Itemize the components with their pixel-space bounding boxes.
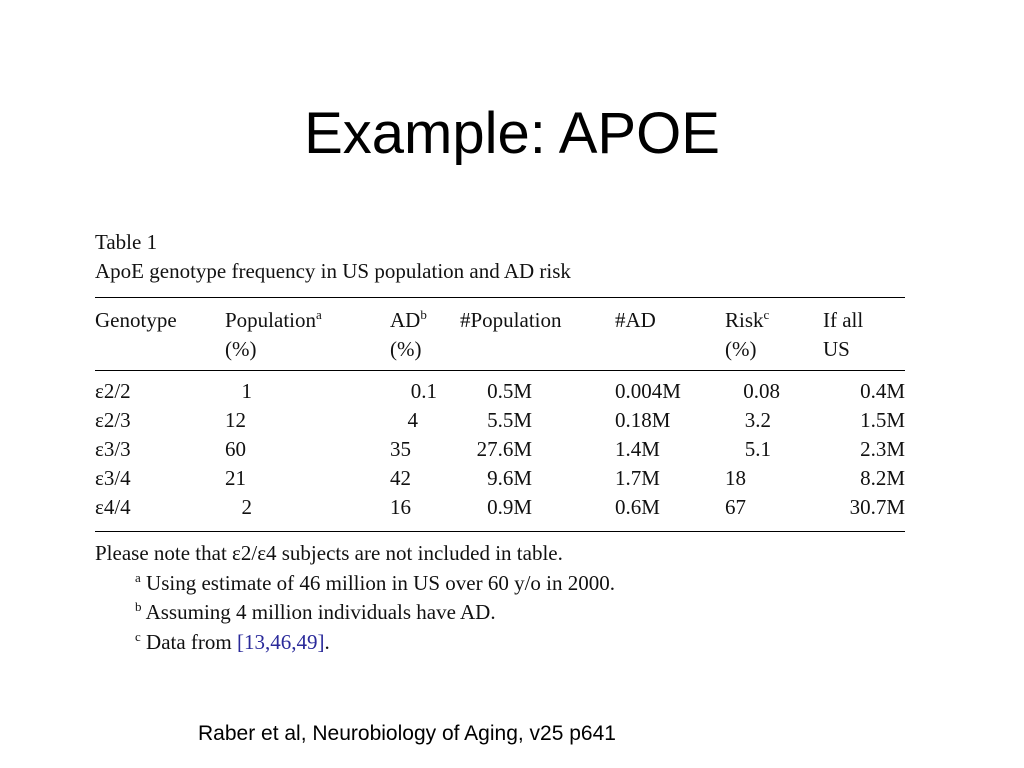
- table-caption: ApoE genotype frequency in US population and AD risk: [95, 259, 571, 283]
- cell-population: 21: [225, 466, 246, 490]
- genotype-table: [95, 298, 905, 522]
- cell-risk: 5.1: [744, 437, 771, 461]
- footnote-mark: c: [135, 628, 141, 644]
- table-label: Table 1: [95, 230, 158, 254]
- source-citation: Raber et al, Neurobiology of Aging, v25 p641: [198, 722, 616, 745]
- cell-genotype: ε3/4: [95, 466, 131, 490]
- header-count-ad: #AD: [615, 308, 656, 332]
- cell-if-all-us: 0.4M: [860, 379, 905, 403]
- header-if-all-us: If all US: [823, 308, 864, 361]
- cell-population: 1: [241, 379, 252, 403]
- cell-if-all-us: 2.3M: [860, 437, 905, 461]
- cell-population: 12: [225, 408, 246, 432]
- table-row: [95, 406, 905, 435]
- cell-ad: 0.1: [410, 379, 437, 403]
- cell-count-population: 5.5M: [487, 408, 532, 432]
- footnote-marker-b: b: [420, 307, 427, 322]
- header-count-population: #Population: [460, 308, 562, 332]
- cell-population: 2: [241, 495, 252, 519]
- cell-count-ad: 0.18M: [615, 408, 671, 432]
- footnote-text: Using estimate of 46 million in US over 60 y/o in 2000.: [146, 570, 616, 595]
- cell-count-ad: 1.7M: [615, 466, 660, 490]
- cell-risk: 67: [725, 495, 746, 519]
- reference-link[interactable]: [13,46,49]: [237, 629, 325, 654]
- footnote-mark: b: [135, 599, 142, 614]
- cell-count-ad: 0.004M: [615, 379, 681, 403]
- cell-count-population: 9.6M: [487, 466, 532, 490]
- cell-count-population: 0.9M: [487, 495, 532, 519]
- cell-ad: 4: [407, 408, 418, 432]
- table-row: [95, 377, 905, 406]
- cell-genotype: ε4/4: [95, 495, 131, 519]
- table-row: [95, 464, 905, 493]
- footnote-marker-c: c: [763, 307, 770, 322]
- footnote-text: Data from: [146, 629, 237, 654]
- cell-population: 60: [225, 437, 246, 461]
- cell-count-ad: 1.4M: [615, 437, 660, 461]
- table-note: Please note that ε2/ε4 subjects are not included in table.: [95, 541, 563, 565]
- table-bottom-rule: [95, 531, 905, 532]
- cell-count-population: 0.5M: [487, 379, 532, 403]
- slide-title: Example: APOE: [304, 101, 720, 166]
- header-risk: Risk$^c$ (%): [725, 307, 770, 361]
- cell-genotype: ε2/2: [95, 379, 131, 403]
- cell-ad: 35: [390, 437, 411, 461]
- table-header-row: [95, 298, 905, 364]
- cell-if-all-us: 8.2M: [860, 466, 905, 490]
- table-figure: [95, 228, 905, 657]
- footnote-a: [95, 569, 905, 599]
- cell-ad: 42: [390, 466, 411, 490]
- header-population: Population$^a$ (%): [225, 307, 322, 361]
- cell-count-ad: 0.6M: [615, 495, 660, 519]
- table-row: [95, 435, 905, 464]
- cell-risk: 3.2: [744, 408, 771, 432]
- footnote-tail: .: [324, 629, 330, 654]
- header-ad: $AD^b$ (%): [390, 307, 427, 361]
- table-notes: [95, 539, 905, 657]
- cell-genotype: ε3/3: [95, 437, 131, 461]
- cell-if-all-us: 30.7M: [849, 495, 905, 519]
- cell-risk: 0.08: [743, 379, 780, 403]
- cell-if-all-us: 1.5M: [860, 408, 905, 432]
- header-genotype: Genotype: [95, 308, 177, 332]
- cell-ad: 16: [390, 495, 411, 519]
- footnote-text: Assuming 4 million individuals have AD.: [145, 600, 496, 624]
- footnote-b: [95, 598, 905, 628]
- cell-count-population: 27.6M: [476, 437, 532, 461]
- table-row: [95, 493, 905, 522]
- footnote-marker-a: a: [316, 307, 322, 322]
- footnote-mark: a: [135, 569, 141, 585]
- cell-risk: 18: [725, 466, 746, 490]
- footnote-c: [95, 628, 905, 658]
- cell-genotype: ε2/3: [95, 408, 131, 432]
